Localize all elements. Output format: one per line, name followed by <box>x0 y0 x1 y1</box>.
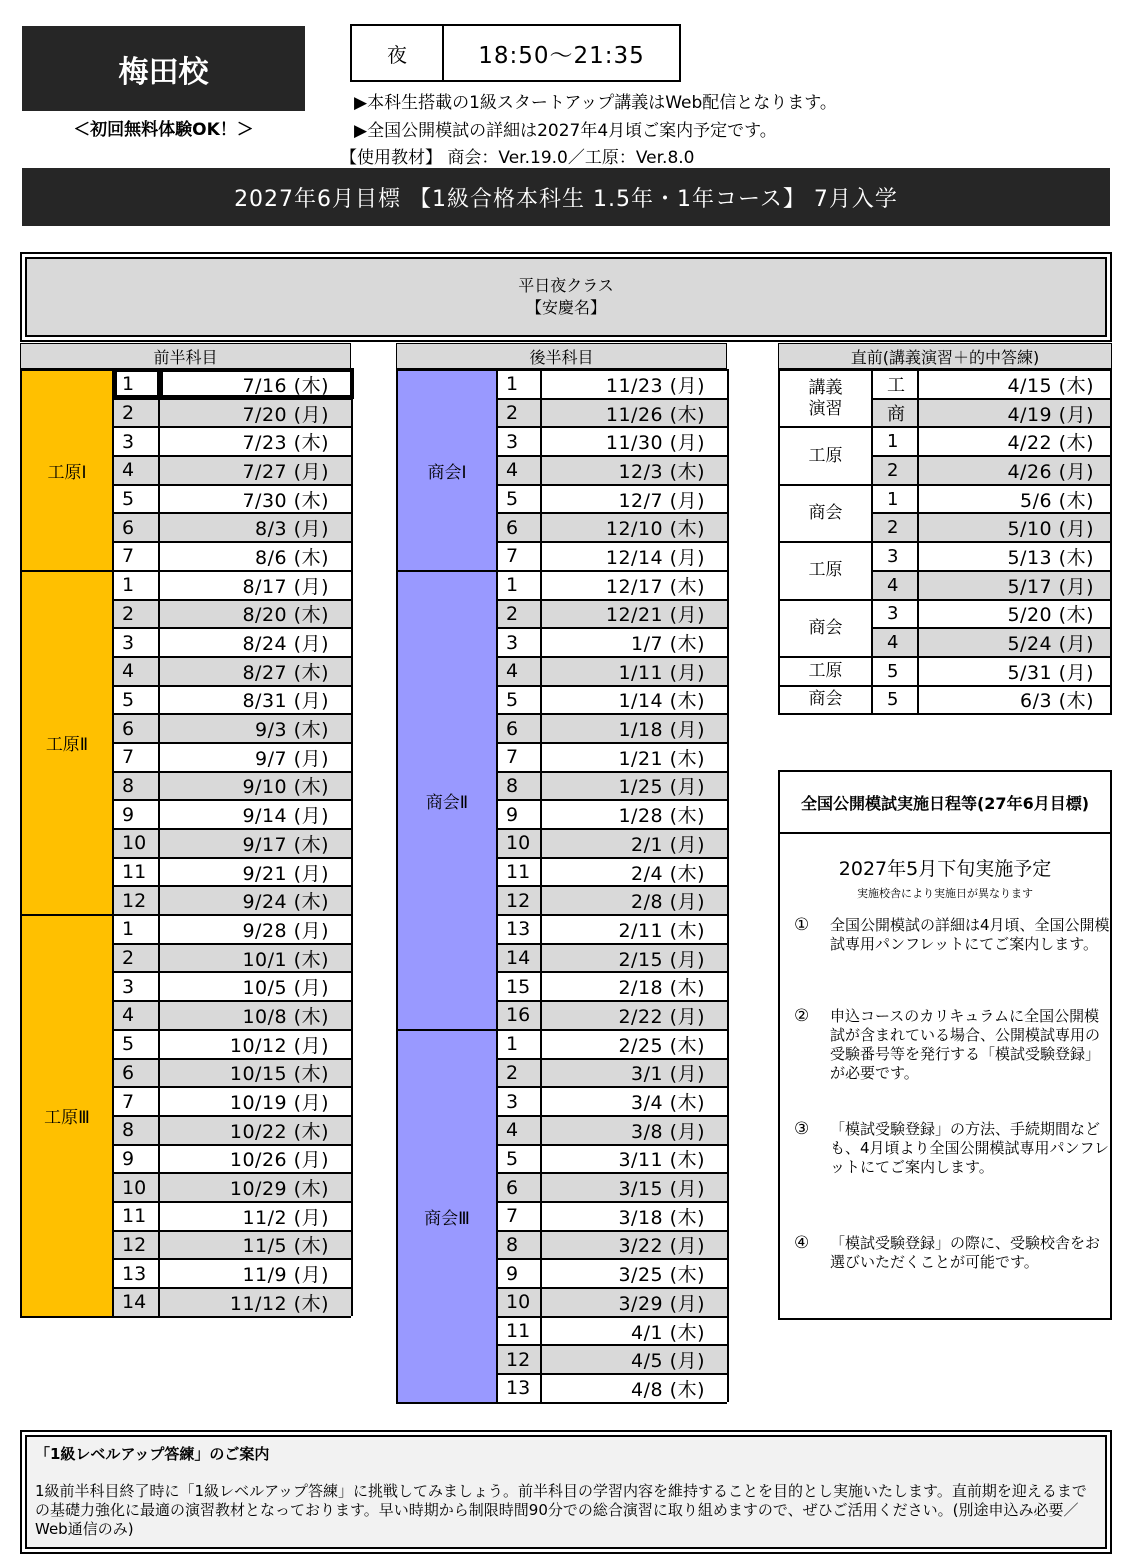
session-number: 7 <box>114 742 160 771</box>
final-session-number: 3 <box>873 599 919 628</box>
final-session-date: 5/24 (月) <box>919 627 1112 656</box>
session-date: 9/24 (木) <box>160 885 353 914</box>
session-number: 6 <box>498 512 542 541</box>
session-number: 5 <box>114 1029 160 1058</box>
note-1: ▶本科生搭載の1級スタートアップ講義はWeb配信となります。 <box>354 93 837 113</box>
final-session-date: 5/13 (木) <box>919 541 1112 570</box>
session-date: 12/17 (木) <box>542 570 729 599</box>
levelup-title: 「1級レベルアップ答練」のご案内 <box>35 1445 270 1463</box>
session-date: 10/8 (木) <box>160 1000 353 1029</box>
session-date: 9/10 (木) <box>160 771 353 800</box>
session-number: 7 <box>498 541 542 570</box>
session-number: 3 <box>114 627 160 656</box>
session-date: 4/8 (木) <box>542 1373 729 1402</box>
session-number: 3 <box>498 426 542 455</box>
session-number: 13 <box>498 914 542 943</box>
session-number: 11 <box>114 1201 160 1230</box>
session-number: 3 <box>114 426 160 455</box>
final-table <box>778 343 1112 715</box>
session-number: 6 <box>114 1058 160 1087</box>
session-date: 12/21 (月) <box>542 599 729 628</box>
session-number: 9 <box>114 799 160 828</box>
subject-label: 工原Ⅲ <box>22 914 114 1316</box>
final-session-number: 5 <box>873 685 919 714</box>
session-number: 9 <box>498 1258 542 1287</box>
session-date: 12/14 (月) <box>542 541 729 570</box>
session-date: 10/19 (月) <box>160 1086 353 1115</box>
session-date: 11/9 (月) <box>160 1258 353 1287</box>
session-number: 7 <box>498 1201 542 1230</box>
session-number: 7 <box>114 541 160 570</box>
session-date: 12/3 (木) <box>542 455 729 484</box>
session-date: 11/30 (月) <box>542 426 729 455</box>
session-number: 2 <box>498 398 542 427</box>
first-half-table <box>20 343 351 1318</box>
final-session-number: 3 <box>873 541 919 570</box>
session-date: 3/15 (月) <box>542 1172 729 1201</box>
session-number: 4 <box>114 455 160 484</box>
session-number: 4 <box>498 656 542 685</box>
session-date: 9/3 (木) <box>160 713 353 742</box>
item-text: 申込コースのカリキュラムに全国公開模試が含まれている場合、公開模試専用の受験番号等を発行する「模試受験登録」が必要です。 <box>830 1007 1101 1082</box>
time-value: 18:50〜21:35 <box>478 42 645 69</box>
session-date: 2/22 (月) <box>542 1000 729 1029</box>
session-date: 10/12 (月) <box>160 1029 353 1058</box>
mock-exam-item <box>794 1007 1110 1083</box>
session-number: 2 <box>114 398 160 427</box>
class-box <box>20 252 1112 342</box>
time-box <box>350 24 681 82</box>
session-date: 8/27 (木) <box>160 656 353 685</box>
final-session-number: 1 <box>873 426 919 455</box>
session-date: 10/22 (木) <box>160 1115 353 1144</box>
session-number: 3 <box>498 1086 542 1115</box>
levelup-text: 1級前半科目終了時に「1級レベルアップ答練」に挑戦してみましょう。前半科目の学習内容を維持することを目的とし実施いたします。直前期を迎えるまでの基礎力強化に最適の演習教材となっております。早い時期から制限時間90分での総合演習に取り組めますので、ぜひご活用ください。(別途申込み必要／Web通信のみ) <box>35 1482 1087 1538</box>
session-number: 7 <box>114 1086 160 1115</box>
first-half-header: 前半科目 <box>20 343 351 369</box>
session-number: 1 <box>114 369 160 398</box>
session-number: 8 <box>498 771 542 800</box>
session-date: 10/15 (木) <box>160 1058 353 1087</box>
session-number: 2 <box>498 1058 542 1087</box>
session-date: 10/26 (月) <box>160 1144 353 1173</box>
session-number: 2 <box>114 943 160 972</box>
session-number: 1 <box>498 1029 542 1058</box>
session-date: 4/1 (木) <box>542 1316 729 1345</box>
session-date: 11/26 (木) <box>542 398 729 427</box>
second-half-header: 後半科目 <box>396 343 727 369</box>
mock-exam-item <box>794 1120 1110 1177</box>
session-date: 3/29 (月) <box>542 1287 729 1316</box>
mock-exam-item <box>794 916 1110 954</box>
session-number: 1 <box>498 570 542 599</box>
session-date: 8/6 (木) <box>160 541 353 570</box>
session-number: 8 <box>114 771 160 800</box>
session-number: 6 <box>114 512 160 541</box>
session-number: 11 <box>498 857 542 886</box>
mock-exam-box <box>778 770 1112 1320</box>
course-banner: 2027年6月目標 【1級合格本科生 1.5年・1年コース】 7月入学 <box>22 168 1110 226</box>
session-date: 1/7 (木) <box>542 627 729 656</box>
session-date: 2/25 (木) <box>542 1029 729 1058</box>
final-subject: 工原 <box>780 426 873 483</box>
session-number: 10 <box>114 828 160 857</box>
session-number: 8 <box>498 1230 542 1259</box>
session-number: 13 <box>498 1373 542 1402</box>
session-date: 7/23 (木) <box>160 426 353 455</box>
session-date: 1/18 (月) <box>542 713 729 742</box>
subject-label: 工原Ⅱ <box>22 570 114 914</box>
item-text: 全国公開模試の詳細は4月頃、全国公開模試専用パンフレットにてご案内します。 <box>830 916 1110 953</box>
final-session-date: 5/6 (木) <box>919 484 1112 513</box>
session-number: 14 <box>498 943 542 972</box>
trial-note: ＜初回無料体験OK！＞ <box>73 120 254 140</box>
session-number: 4 <box>498 455 542 484</box>
final-subject: 商会 <box>780 599 873 656</box>
final-session-date: 6/3 (木) <box>919 685 1112 714</box>
final-session-number: 5 <box>873 656 919 685</box>
session-date: 12/10 (木) <box>542 512 729 541</box>
mock-exam-title: 全国公開模試実施日程等(27年6月目標) <box>780 772 1110 834</box>
class-name: 平日夜クラス <box>518 276 614 295</box>
final-session-number: 1 <box>873 484 919 513</box>
session-number: 7 <box>498 742 542 771</box>
session-date: 12/7 (月) <box>542 484 729 513</box>
final-session-date: 5/31 (月) <box>919 656 1112 685</box>
class-location: 【安慶名】 <box>525 298 606 317</box>
session-date: 9/28 (月) <box>160 914 353 943</box>
session-date: 2/4 (木) <box>542 857 729 886</box>
session-date: 3/25 (木) <box>542 1258 729 1287</box>
final-session-number: 2 <box>873 455 919 484</box>
session-number: 10 <box>498 1287 542 1316</box>
note-2: ▶全国公開模試の詳細は2027年4月頃ご案内予定です。 <box>354 121 777 141</box>
subject-label: 商会Ⅰ <box>398 369 498 570</box>
item-mark: ② <box>794 1006 810 1026</box>
session-date: 1/14 (木) <box>542 685 729 714</box>
levelup-box <box>20 1430 1112 1554</box>
item-text: 「模試受験登録」の際に、受験校舎をお選びいただくことが可能です。 <box>830 1234 1101 1271</box>
session-date: 10/1 (木) <box>160 943 353 972</box>
final-session-date: 4/26 (月) <box>919 455 1112 484</box>
session-date: 7/27 (月) <box>160 455 353 484</box>
session-number: 5 <box>498 685 542 714</box>
item-text: 「模試受験登録」の方法、手続期間なども、4月頃より全国公開模試専用パンフレットにてご案内します。 <box>830 1120 1109 1176</box>
session-date: 3/11 (木) <box>542 1144 729 1173</box>
session-number: 5 <box>498 484 542 513</box>
session-date: 8/17 (月) <box>160 570 353 599</box>
session-date: 3/8 (月) <box>542 1115 729 1144</box>
session-number: 1 <box>498 369 542 398</box>
session-number: 15 <box>498 971 542 1000</box>
session-number: 11 <box>114 857 160 886</box>
session-number: 9 <box>114 1144 160 1173</box>
final-session-date: 4/19 (月) <box>919 398 1112 427</box>
session-date: 11/5 (木) <box>160 1230 353 1259</box>
session-date: 7/30 (木) <box>160 484 353 513</box>
item-mark: ④ <box>794 1233 810 1253</box>
final-session-number: 商 <box>873 398 919 427</box>
subject-label: 商会Ⅲ <box>398 1029 498 1402</box>
session-number: 16 <box>498 1000 542 1029</box>
session-date: 1/11 (月) <box>542 656 729 685</box>
session-number: 1 <box>114 914 160 943</box>
final-session-number: 2 <box>873 512 919 541</box>
session-number: 6 <box>114 713 160 742</box>
final-session-date: 5/10 (月) <box>919 512 1112 541</box>
session-number: 12 <box>498 1344 542 1373</box>
mock-exam-item <box>794 1234 1110 1272</box>
session-date: 8/3 (月) <box>160 512 353 541</box>
session-date: 2/1 (月) <box>542 828 729 857</box>
mock-exam-date: 2027年5月下旬実施予定 <box>838 858 1052 880</box>
session-number: 1 <box>114 570 160 599</box>
session-number: 12 <box>498 885 542 914</box>
session-date: 7/16 (木) <box>160 369 353 398</box>
final-session-number: 4 <box>873 570 919 599</box>
final-subject: 工原 <box>780 656 873 685</box>
final-session-date: 5/17 (月) <box>919 570 1112 599</box>
final-subject: 商会 <box>780 484 873 541</box>
session-number: 2 <box>114 599 160 628</box>
session-number: 12 <box>114 885 160 914</box>
session-date: 4/5 (月) <box>542 1344 729 1373</box>
session-date: 2/8 (月) <box>542 885 729 914</box>
session-number: 9 <box>498 799 542 828</box>
final-session-date: 4/22 (木) <box>919 426 1112 455</box>
session-number: 14 <box>114 1287 160 1316</box>
mock-exam-date-note: 実施校舎により実施日が異なります <box>857 887 1033 900</box>
time-label: 夜 <box>352 26 444 80</box>
session-date: 8/24 (月) <box>160 627 353 656</box>
session-date: 3/22 (月) <box>542 1230 729 1259</box>
session-date: 9/14 (月) <box>160 799 353 828</box>
note-3: 【使用教材】 商会：Ver.19.0／工原：Ver.8.0 <box>340 148 695 168</box>
session-date: 9/7 (月) <box>160 742 353 771</box>
session-number: 4 <box>114 1000 160 1029</box>
session-date: 8/31 (月) <box>160 685 353 714</box>
session-number: 4 <box>114 656 160 685</box>
session-number: 4 <box>498 1115 542 1144</box>
item-mark: ① <box>794 915 810 935</box>
final-session-date: 5/20 (木) <box>919 599 1112 628</box>
session-date: 1/28 (木) <box>542 799 729 828</box>
session-date: 10/5 (月) <box>160 971 353 1000</box>
session-date: 11/23 (月) <box>542 369 729 398</box>
school-name: 梅田校 <box>22 26 305 111</box>
session-number: 6 <box>498 713 542 742</box>
session-number: 5 <box>498 1144 542 1173</box>
session-date: 7/20 (月) <box>160 398 353 427</box>
session-date: 1/21 (木) <box>542 742 729 771</box>
session-number: 5 <box>114 484 160 513</box>
session-number: 6 <box>498 1172 542 1201</box>
session-date: 3/18 (木) <box>542 1201 729 1230</box>
subject-label: 工原Ⅰ <box>22 369 114 570</box>
final-subject: 講義 演習 <box>780 369 873 426</box>
session-date: 8/20 (木) <box>160 599 353 628</box>
session-date: 1/25 (月) <box>542 771 729 800</box>
session-number: 5 <box>114 685 160 714</box>
session-number: 12 <box>114 1230 160 1259</box>
final-session-number: 4 <box>873 627 919 656</box>
session-date: 10/29 (木) <box>160 1172 353 1201</box>
session-number: 10 <box>498 828 542 857</box>
session-date: 9/17 (木) <box>160 828 353 857</box>
final-subject: 工原 <box>780 541 873 598</box>
item-mark: ③ <box>794 1119 810 1139</box>
session-date: 2/15 (月) <box>542 943 729 972</box>
session-date: 3/1 (月) <box>542 1058 729 1087</box>
subject-label: 商会Ⅱ <box>398 570 498 1029</box>
session-date: 2/11 (木) <box>542 914 729 943</box>
session-date: 3/4 (木) <box>542 1086 729 1115</box>
session-date: 9/21 (月) <box>160 857 353 886</box>
session-number: 11 <box>498 1316 542 1345</box>
session-number: 8 <box>114 1115 160 1144</box>
final-session-number: 工 <box>873 369 919 398</box>
session-number: 10 <box>114 1172 160 1201</box>
final-header: 直前(講義演習＋的中答練) <box>778 343 1112 369</box>
session-date: 11/12 (木) <box>160 1287 353 1316</box>
second-half-table <box>396 343 727 1404</box>
session-number: 3 <box>498 627 542 656</box>
final-session-date: 4/15 (木) <box>919 369 1112 398</box>
session-date: 2/18 (木) <box>542 971 729 1000</box>
session-number: 3 <box>114 971 160 1000</box>
session-number: 2 <box>498 599 542 628</box>
final-subject: 商会 <box>780 685 873 714</box>
session-number: 13 <box>114 1258 160 1287</box>
session-date: 11/2 (月) <box>160 1201 353 1230</box>
